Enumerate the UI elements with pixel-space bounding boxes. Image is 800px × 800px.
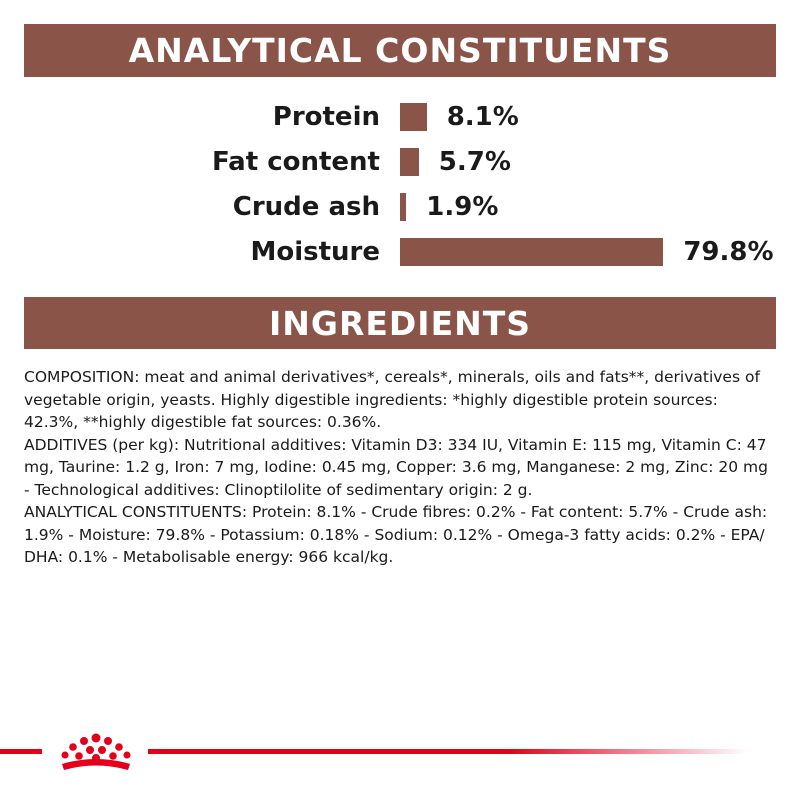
- royal-crown-icon: [48, 732, 144, 776]
- composition-paragraph: COMPOSITION: meat and animal derivatives*, cereals*, minerals, oils and fats**, derivatives of vegetable origin, yeasts. Highly digestible ingredients: *highly digestible protein sources: 42.3%, **highly digestible fat sources: 0.36%.: [24, 368, 760, 431]
- category-label: Protein: [272, 102, 380, 132]
- value-label: 1.9%: [426, 192, 499, 222]
- value-label: 79.8%: [683, 237, 774, 267]
- category-label: Moisture: [250, 237, 380, 267]
- chart-row: [0, 187, 800, 227]
- additives-paragraph: ADDITIVES (per kg): Nutritional additives: Vitamin D3: 334 IU, Vitamin E: 115 mg, Vitamin C: 47 mg, Taurine: 1.2 g, Iron: 7 mg, Iodine: 0.45 mg, Copper: 3.6 mg, Manganese: 2 mg, Zinc: 20 mg - Technological additives: Clinoptilolite of sedimentary origin: 2 g.: [24, 435, 768, 499]
- analytical-constituents-header: [24, 24, 776, 77]
- category-label: Fat content: [211, 147, 380, 177]
- ingredients-header: [24, 297, 776, 349]
- ingredients-text: [24, 366, 776, 569]
- bar: [400, 238, 663, 266]
- analytical-constituents-title: ANALYTICAL CONSTITUENTS: [128, 31, 672, 70]
- value-label: 8.1%: [446, 102, 519, 132]
- value-label: 5.7%: [438, 147, 511, 177]
- bar: [400, 148, 419, 176]
- category-label: Crude ash: [232, 192, 380, 222]
- ingredients-title: INGREDIENTS: [268, 303, 532, 343]
- chart-row: [0, 142, 800, 182]
- chart-row: [0, 97, 800, 137]
- footer-line-left: [0, 749, 42, 754]
- bar: [400, 103, 427, 131]
- footer-brand-bar: [0, 720, 800, 780]
- analytical-paragraph: ANALYTICAL CONSTITUENTS: Protein: 8.1% - Crude fibres: 0.2% - Fat content: 5.7% - Crude ash: 1.9% - Moisture: 79.8% - Potassium: 0.18% - Sodium: 0.12% - Omega-3 fatty acids: 0.2% - EPA/ DHA: 0.1% - Metabolisable energy: 966 kcal/kg.: [24, 503, 768, 566]
- chart-row: [0, 232, 800, 272]
- footer-line-right: [148, 749, 748, 754]
- bar: [400, 193, 406, 221]
